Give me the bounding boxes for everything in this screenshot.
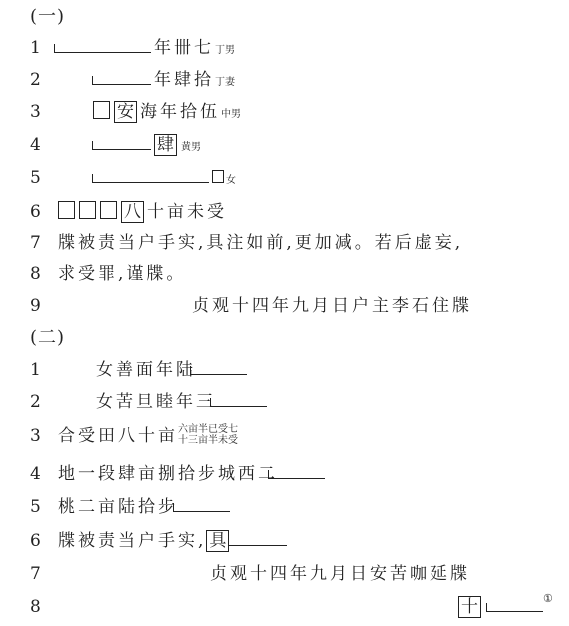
line-number: 4 bbox=[30, 464, 41, 484]
line-text: 牒被责当户手实,具注如前,更加减。若后虚妄, bbox=[58, 233, 464, 253]
line-number: 2 bbox=[30, 392, 41, 412]
lacuna-blank bbox=[486, 603, 543, 612]
lacuna-blank bbox=[173, 503, 230, 512]
restored-character: 十 bbox=[458, 596, 481, 618]
lacuna-blank bbox=[92, 141, 151, 150]
lacuna-blank bbox=[54, 44, 151, 53]
missing-character-box bbox=[58, 201, 75, 219]
line-text: 十亩未受 bbox=[147, 202, 227, 222]
restored-character: 肆 bbox=[154, 134, 177, 156]
line-text: 求受罪,谨牒。 bbox=[58, 264, 187, 284]
line-number: 6 bbox=[30, 202, 41, 222]
line-number: 2 bbox=[30, 70, 41, 90]
lacuna-blank bbox=[228, 537, 287, 546]
interlinear-note bbox=[178, 424, 238, 446]
line-number: 9 bbox=[30, 296, 41, 316]
line-number: 4 bbox=[30, 135, 41, 155]
restored-character: 具 bbox=[206, 530, 229, 552]
line-number: 1 bbox=[30, 38, 41, 58]
annotation-small: 黄男 bbox=[181, 142, 201, 153]
line-number: 5 bbox=[30, 168, 41, 188]
line-text: 贞观十四年九月日安苦咖延牒 bbox=[210, 564, 470, 584]
annotation-small: 丁妻 bbox=[215, 77, 235, 88]
note-top: 六亩半已受七 bbox=[178, 424, 238, 435]
line-number: 8 bbox=[30, 597, 41, 617]
footnote-marker: ① bbox=[543, 592, 553, 605]
lacuna-blank bbox=[210, 398, 267, 407]
missing-character-box bbox=[79, 201, 96, 219]
annotation-small: 丁男 bbox=[215, 45, 235, 56]
line-number: 3 bbox=[30, 426, 41, 446]
line-text: 海年拾伍 bbox=[140, 102, 220, 122]
lacuna-blank bbox=[190, 366, 247, 375]
lacuna-blank bbox=[92, 174, 209, 183]
line-text: 年肆拾 bbox=[154, 70, 214, 90]
note-bottom: 十三亩半未受 bbox=[178, 435, 238, 446]
missing-character-box bbox=[93, 101, 110, 119]
line-text: 合受田八十亩 bbox=[58, 426, 178, 446]
line-text: 牒被责当户手实, bbox=[58, 531, 207, 551]
line-text: 桃二亩陆拾步 bbox=[58, 497, 178, 517]
line-number: 1 bbox=[30, 360, 41, 380]
annotation-small: 中男 bbox=[221, 109, 241, 120]
lacuna-blank bbox=[92, 76, 151, 85]
line-text: 女苦旦睦年三 bbox=[96, 392, 216, 412]
section-1-heading: (一) bbox=[30, 6, 66, 27]
line-number: 5 bbox=[30, 497, 41, 517]
line-number: 7 bbox=[30, 564, 41, 584]
annotation-small: 女 bbox=[226, 175, 236, 186]
line-text: 贞观十四年九月日户主李石住牒 bbox=[192, 296, 472, 316]
restored-character: 安 bbox=[114, 101, 137, 123]
missing-character-box bbox=[212, 170, 224, 183]
line-number: 8 bbox=[30, 264, 41, 284]
line-number: 3 bbox=[30, 102, 41, 122]
line-text: 女善面年陆 bbox=[96, 360, 196, 380]
line-text: 地一段肆亩捌拾步城西二 bbox=[58, 464, 278, 484]
line-text: 年卌七 bbox=[154, 38, 214, 58]
line-number: 6 bbox=[30, 531, 41, 551]
missing-character-box bbox=[100, 201, 117, 219]
section-2-heading: (二) bbox=[30, 327, 66, 348]
line-number: 7 bbox=[30, 233, 41, 253]
lacuna-blank bbox=[268, 470, 325, 479]
restored-character: 八 bbox=[121, 201, 144, 223]
